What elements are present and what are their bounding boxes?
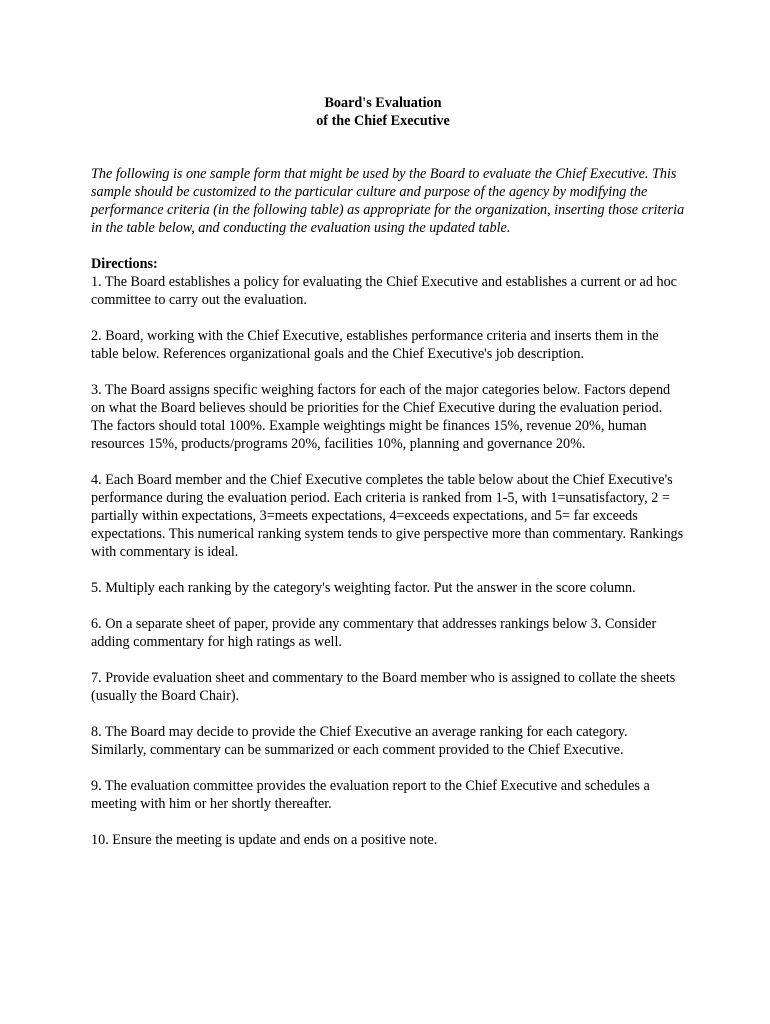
direction-step-9 (91, 777, 686, 813)
intro-paragraph: The following is one sample form that might be used by the Board to evaluate the Chief Executive. This sample should be customized to the particular culture and purpose of the agency by modifying the performance criteria (in the following table) as appropriate for the organization, inserting those criteria in the table below, and conducting the evaluation using the updated table. (91, 166, 685, 236)
step-text: 2. Board, working with the Chief Executive, establishes performance criteria and inserts them in the table below. References organizational goals and the Chief Executive's job description. (91, 328, 659, 362)
direction-step-7 (91, 669, 686, 705)
direction-step-1 (91, 273, 686, 309)
direction-step-6 (91, 615, 686, 651)
directions-heading: Directions: (91, 256, 158, 272)
title-line-2: of the Chief Executive (316, 113, 450, 129)
step-text: 9. The evaluation committee provides the evaluation report to the Chief Executive and schedules a meeting with him or her shortly thereafter. (91, 778, 650, 812)
direction-step-3 (91, 381, 686, 453)
step-text: 6. On a separate sheet of paper, provide any commentary that addresses rankings below 3. Consider adding commentary for high ratings as well. (91, 616, 657, 650)
direction-step-4 (91, 471, 686, 561)
step-text: 5. Multiply each ranking by the category's weighting factor. Put the answer in the score column. (91, 580, 636, 596)
document-title (0, 94, 766, 130)
title-line-1: Board's Evaluation (324, 95, 442, 111)
direction-step-2 (91, 327, 686, 363)
step-text: 1. The Board establishes a policy for evaluating the Chief Executive and establishes a current or ad hoc committee to carry out the evaluation. (91, 274, 677, 308)
step-text: 10. Ensure the meeting is update and ends on a positive note. (91, 832, 438, 848)
step-text: 4. Each Board member and the Chief Executive completes the table below about the Chief Executive's performance during the evaluation period. Each criteria is ranked from 1-5, with 1=unsatisfactory, 2 = partially within expectations, 3=meets expectations, 4=exceeds expectations, and 5= far exceeds expectations. This numerical ranking system tends to give perspective more than commentary. Rankings with commentary is ideal. (91, 472, 684, 560)
step-text: 8. The Board may decide to provide the Chief Executive an average ranking for each category. Similarly, commentary can be summarized or each comment provided to the Chief Executive. (91, 724, 628, 758)
step-text: 3. The Board assigns specific weighing factors for each of the major categories below. Factors depend on what the Board believes should be priorities for the Chief Executive during the evaluation period. The factors should total 100%. Example weightings might be finances 15%, revenue 20%, human resources 15%, products/programs 20%, facilities 10%, planning and governance 20%. (91, 382, 671, 452)
direction-step-8 (91, 723, 686, 759)
document-body (91, 165, 686, 867)
direction-step-10 (91, 831, 686, 849)
direction-step-5 (91, 579, 686, 597)
step-text: 7. Provide evaluation sheet and commentary to the Board member who is assigned to collate the sheets (usually the Board Chair). (91, 670, 676, 704)
